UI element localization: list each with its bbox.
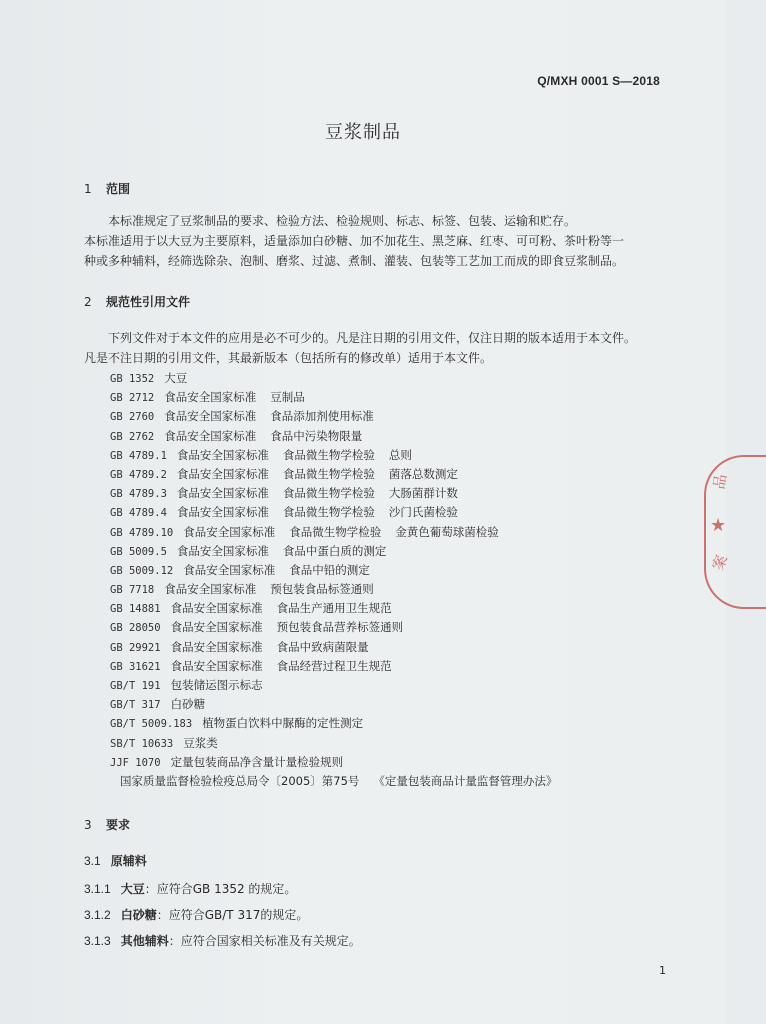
reference-t1: 食品安全国家标准: [176, 486, 269, 501]
reference-t2: 食品微生物学检验: [282, 505, 375, 520]
reference-item: [110, 734, 571, 753]
section-1-title: 范围: [106, 182, 131, 196]
section-3-title: 要求: [106, 818, 131, 832]
subsection-3-1-title: 原辅料: [110, 854, 147, 868]
reference-code: GB/T 5009.183: [110, 718, 193, 731]
section-1-paragraph: [84, 211, 664, 271]
stamp-char-2: 案: [708, 552, 732, 573]
reference-item: [110, 580, 571, 599]
reference-item: [110, 657, 571, 676]
reference-code: GB 31621: [110, 660, 161, 673]
reference-t1: 食品安全国家标准: [164, 409, 257, 424]
reference-item: [110, 407, 571, 426]
clause-num: 3.1.2: [84, 908, 111, 922]
reference-code: GB 5009.12: [110, 564, 174, 577]
section-1-num: 1: [84, 182, 92, 196]
reference-t2: 食品微生物学检验: [289, 524, 382, 539]
reference-item: [110, 427, 571, 446]
star-icon: ★: [710, 515, 727, 536]
reference-code: GB 4789.1: [110, 449, 167, 462]
subsection-3-1-num: 3.1: [84, 854, 101, 868]
refs-para-line1: 下列文件对于本文件的应用是必不可少的。凡是注日期的引用文件，仅注日期的版本适用于本文件。: [108, 331, 637, 345]
reference-t1: 定量包装商品净含量计量检验规则: [170, 754, 344, 769]
reference-t1: 食品安全国家标准: [183, 524, 276, 539]
clause-num: 3.1.3: [84, 934, 111, 948]
reference-code: GB 29921: [110, 641, 161, 654]
reference-code: GB 4789.2: [110, 468, 167, 481]
clause-text: ：应符合GB/T 317的规定。: [156, 908, 309, 922]
reference-item: [110, 638, 571, 657]
reference-code: SB/T 10633: [110, 737, 174, 750]
reference-t1: 豆浆类: [183, 735, 218, 750]
clause-term: 其他辅料: [120, 934, 169, 948]
reference-t1: 国家质量监督检验检疫总局令〔2005〕第75号: [120, 773, 360, 788]
clause-3-1-1: [84, 880, 296, 897]
subsection-3-1: [84, 852, 147, 869]
reference-item: [110, 503, 571, 522]
clause-text: ：应符合国家相关标准及有关规定。: [168, 934, 361, 948]
reference-t1: 食品安全国家标准: [183, 562, 276, 577]
page-title: 豆浆制品: [325, 122, 401, 143]
clause-num: 3.1.1: [84, 882, 111, 896]
reference-t2: 《定量包装商品计量监督管理办法》: [373, 773, 558, 788]
clause-3-1-3: [84, 932, 361, 949]
reference-t2: 食品中致病菌限量: [276, 639, 369, 654]
reference-t1: 食品安全国家标准: [176, 447, 269, 462]
reference-list: [110, 369, 571, 791]
reference-item: [110, 599, 571, 618]
reference-t2: 食品微生物学检验: [282, 466, 375, 481]
reference-item: [110, 388, 571, 407]
reference-code: GB 1352: [110, 373, 155, 385]
reference-item: [110, 714, 571, 733]
reference-t3: 大肠菌群计数: [388, 486, 458, 501]
clause-term: 大豆: [120, 882, 145, 896]
reference-code: GB 28050: [110, 622, 161, 635]
reference-t2: 食品经营过程卫生规范: [276, 658, 392, 673]
reference-item: [110, 446, 571, 465]
reference-code: GB/T 317: [110, 699, 161, 712]
stamp-char-1: 品: [709, 472, 731, 491]
reference-t2: 预包装食品营养标签通则: [276, 620, 404, 635]
refs-para-line2: 凡是不注日期的引用文件，其最新版本（包括所有的修改单）适用于本文件。: [84, 351, 493, 365]
reference-t2: 食品微生物学检验: [282, 447, 375, 462]
scope-para-2-line2: 种或多种辅料，经筛选除杂、泡制、磨浆、过滤、煮制、灌装、包装等工艺加工而成的即食豆浆制品。: [84, 254, 625, 268]
reference-code: GB 4789.3: [110, 488, 167, 501]
reference-code: GB 2760: [110, 411, 155, 424]
reference-t1: 食品安全国家标准: [170, 639, 263, 654]
reference-item: [110, 772, 571, 791]
reference-t1: 包装储运图示标志: [170, 678, 263, 692]
reference-t1: 大豆: [164, 371, 188, 385]
reference-code: GB 4789.10: [110, 526, 174, 539]
section-2-paragraph: [84, 328, 664, 368]
reference-t2: 预包装食品标签通则: [270, 582, 374, 597]
section-3-num: 3: [84, 818, 92, 832]
reference-code: GB 7718: [110, 584, 155, 597]
reference-t1: 食品安全国家标准: [176, 466, 269, 481]
reference-t3: 金黄色葡萄球菌检验: [395, 524, 499, 539]
clause-text: ：应符合GB 1352 的规定。: [144, 882, 297, 896]
reference-t2: 食品生产通用卫生规范: [276, 601, 392, 616]
section-2-num: 2: [84, 295, 92, 309]
standard-code: Q/MXH 0001 S—2018: [537, 74, 660, 88]
reference-t2: 食品中污染物限量: [270, 428, 363, 443]
reference-item: [110, 369, 571, 388]
reference-t2: 食品中铅的测定: [289, 562, 370, 577]
reference-item: [110, 753, 571, 772]
reference-item: [110, 465, 571, 484]
section-1-heading: [84, 180, 130, 197]
reference-t2: 食品微生物学检验: [282, 486, 375, 501]
reference-t2: 食品中蛋白质的测定: [282, 543, 387, 558]
reference-t1: 白砂糖: [170, 697, 206, 712]
section-2-title: 规范性引用文件: [106, 295, 191, 309]
reference-code: GB/T 191: [110, 680, 161, 692]
reference-t2: 豆制品: [270, 390, 305, 405]
reference-t1: 食品安全国家标准: [170, 620, 263, 635]
reference-t1: 食品安全国家标准: [164, 582, 257, 597]
reference-code: GB 2712: [110, 392, 155, 405]
reference-t1: 食品安全国家标准: [164, 428, 257, 443]
reference-item: [110, 561, 571, 580]
reference-item: [110, 618, 571, 637]
reference-item: [110, 676, 571, 695]
reference-t1: 食品安全国家标准: [176, 543, 269, 558]
reference-item: [110, 484, 571, 503]
reference-t1: 植物蛋白饮料中脲酶的定性测定: [202, 716, 364, 731]
reference-t1: 食品安全国家标准: [170, 658, 263, 673]
reference-t3: 沙门氏菌检验: [388, 505, 458, 520]
page-number: 1: [659, 964, 666, 977]
reference-t1: 食品安全国家标准: [176, 505, 269, 520]
reference-item: [110, 523, 571, 542]
section-2-heading: [84, 293, 190, 310]
reference-t3: 总则: [388, 447, 412, 462]
reference-t2: 食品添加剂使用标准: [270, 409, 374, 424]
scope-para-2-line1: 本标准适用于以大豆为主要原料，适量添加白砂糖、加不加花生、黑芝麻、红枣、可可粉、茶叶粉等一: [84, 234, 625, 248]
clause-term: 白砂糖: [120, 908, 157, 922]
seal-stamp: [704, 455, 766, 609]
reference-item: [110, 695, 571, 714]
reference-t1: 食品安全国家标准: [170, 601, 263, 616]
scope-para-1: 本标准规定了豆浆制品的要求、检验方法、检验规则、标志、标签、包装、运输和贮存。: [108, 214, 577, 228]
reference-t1: 食品安全国家标准: [164, 390, 257, 405]
reference-t3: 菌落总数测定: [388, 466, 458, 481]
reference-code: GB 4789.4: [110, 507, 167, 520]
reference-code: GB 14881: [110, 603, 161, 616]
reference-code: GB 2762: [110, 430, 155, 443]
reference-code: GB 5009.5: [110, 545, 167, 558]
clause-3-1-2: [84, 906, 308, 923]
section-3-heading: [84, 816, 130, 833]
reference-code: JJF 1070: [110, 756, 161, 769]
reference-item: [110, 542, 571, 561]
